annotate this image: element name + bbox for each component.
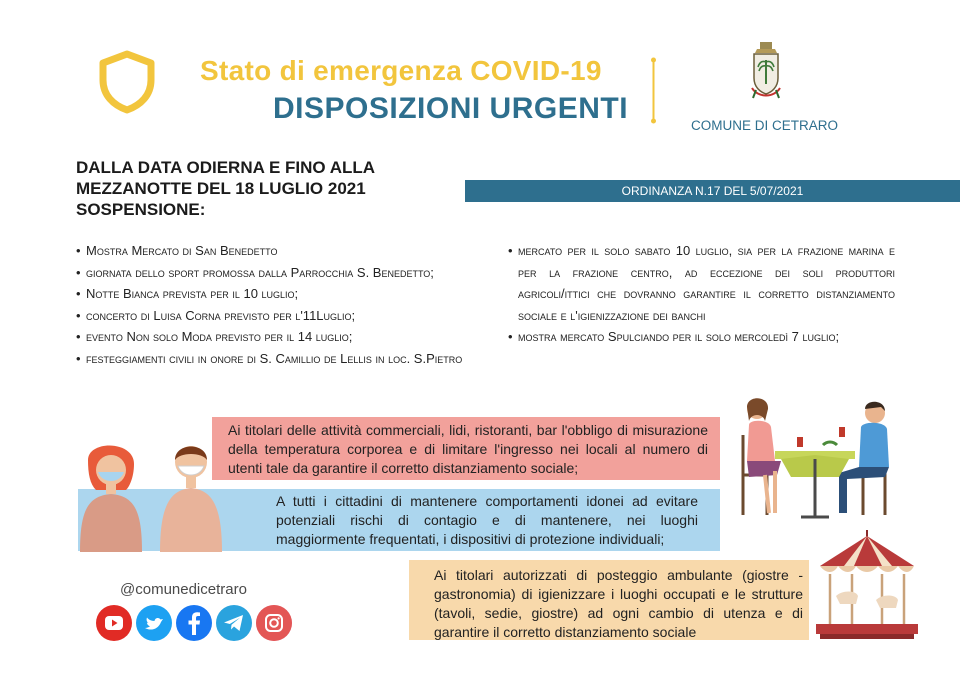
- telegram-icon[interactable]: [216, 605, 252, 641]
- title-emergency: Stato di emergenza COVID-19: [200, 55, 602, 86]
- ordinance-banner: ORDINANZA N.17 DEL 5/07/2021: [465, 180, 960, 202]
- suspension-list-right: [508, 240, 895, 348]
- list-item: • festeggiamenti civili in onore di S. Camillio de Lellis in loc. S.Pietro: [76, 348, 476, 370]
- twitter-icon[interactable]: [136, 605, 172, 641]
- suspension-heading: [76, 157, 375, 220]
- notice-citizens: A tutti i cittadini di mantenere comportamenti idonei ad evitare potenziali rischi di contagio e di mantenere, nei luoghi maggiormente frequentati, i dispositivi di protezione individuali;: [78, 489, 720, 551]
- list-item: • Mostra Mercato di San Benedetto: [76, 240, 476, 262]
- heading-line-1: DALLA DATA ODIERNA E FINO ALLA: [76, 158, 376, 177]
- list-item: • mercato per il solo sabato 10 luglio, sia per la frazione marina e per la frazione centro, ad eccezione dei soli produttori agricoli/ittici che dovranno garantire il corretto distanziamento sociale e l'igienizzazione dei banchi: [508, 240, 895, 326]
- municipality-name: COMUNE DI CETRARO: [691, 118, 839, 133]
- facebook-icon[interactable]: [176, 605, 212, 641]
- suspension-list-left: [76, 240, 476, 369]
- heading-line-2: MEZZANOTTE DEL 18 LUGLIO 2021: [76, 179, 366, 198]
- divider: [651, 57, 656, 124]
- municipal-crest-icon: [747, 40, 785, 102]
- youtube-icon[interactable]: [96, 605, 132, 641]
- carousel-illustration: [812, 528, 922, 640]
- notice-commercial: Ai titolari delle attività commerciali, lidi, ristoranti, bar l'obbligo di misurazione della temperatura corporea e di limitare l'ingresso nei locali al numero di utenti tale da garantire il corretto distanziamento sociale;: [212, 417, 720, 480]
- list-item: • giornata dello sport promossa dalla Parrocchia S. Benedetto;: [76, 262, 476, 284]
- shield-icon: [98, 50, 156, 114]
- list-item: • concerto di Luisa Corna previsto per l'11Luglio;: [76, 305, 476, 327]
- list-item: • mostra mercato Spulciando per il solo mercoledì 7 luglio;: [508, 326, 895, 348]
- masked-people-illustration: [76, 440, 226, 552]
- notice-vendors: Ai titolari autorizzati di posteggio ambulante (giostre - gastronomia) di igienizzare i luoghi occupati e le strutture (tavoli, sedie, giostre) ad ogni cambio di utenza e di garantire il corretto distanziamento sociale: [409, 560, 809, 640]
- dining-couple-illustration: [735, 395, 900, 520]
- list-item: • evento Non solo Moda previsto per il 14 luglio;: [76, 326, 476, 348]
- social-handle[interactable]: @comunedicetraro: [120, 581, 247, 598]
- list-item: • Notte Bianca prevista per il 10 luglio;: [76, 283, 476, 305]
- title-urgent-provisions: DISPOSIZIONI URGENTI: [273, 92, 629, 125]
- heading-line-3: SOSPENSIONE:: [76, 200, 206, 219]
- instagram-icon[interactable]: [256, 605, 292, 641]
